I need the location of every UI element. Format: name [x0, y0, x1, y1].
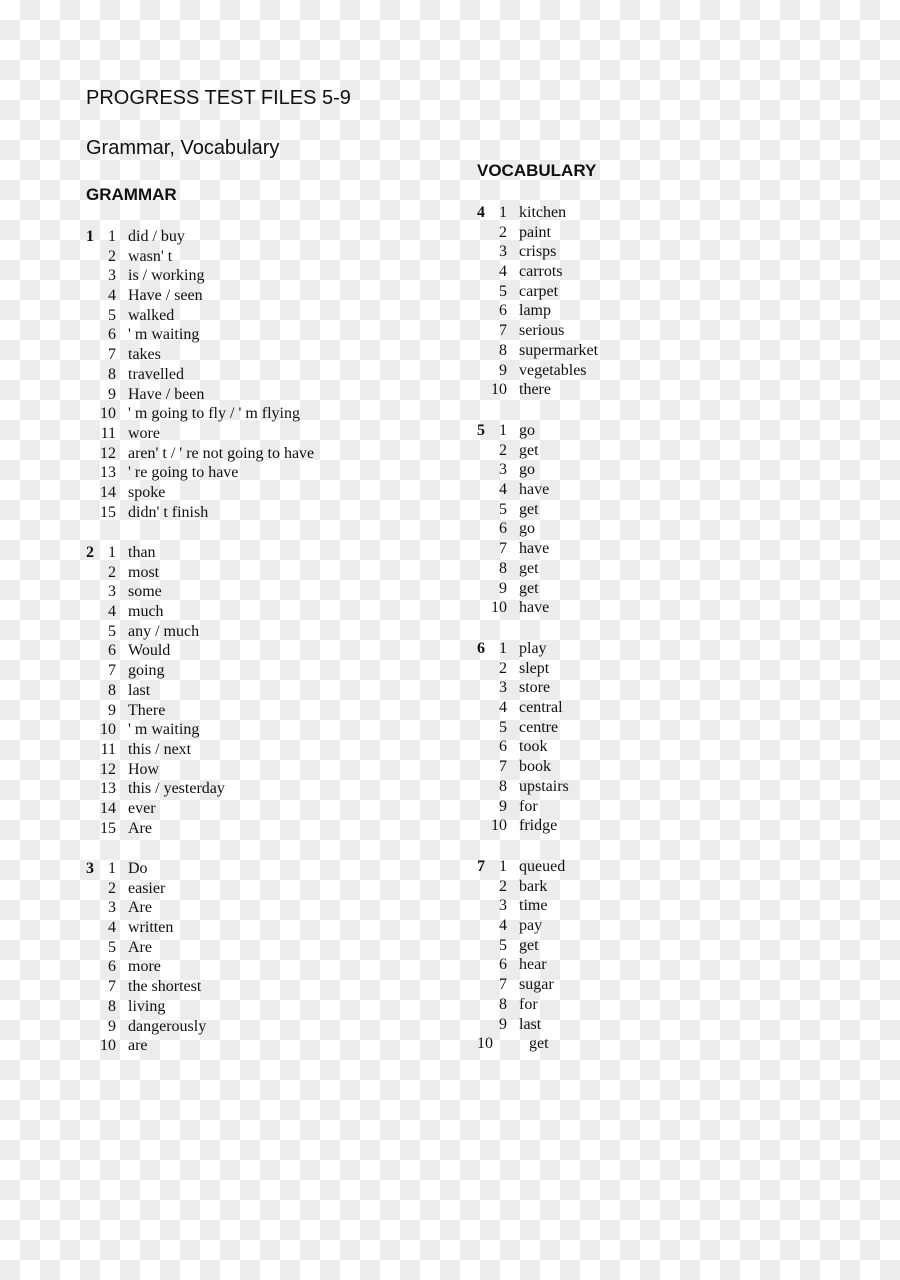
exercise-number: 6: [477, 640, 485, 657]
item-number: 9: [108, 385, 116, 403]
item-number: 10: [491, 599, 507, 617]
item-number: 4: [108, 603, 116, 621]
answer-text: upstairs: [519, 777, 569, 795]
answer-row: [86, 325, 386, 345]
answer-row: [477, 1034, 777, 1054]
item-number: 8: [499, 341, 507, 359]
answer-text: pay: [519, 917, 543, 935]
answer-row: [477, 598, 777, 618]
exercise-number: 4: [477, 204, 485, 221]
vocabulary-heading: VOCABULARY: [477, 161, 597, 180]
item-number: 3: [499, 461, 507, 479]
answer-row: [477, 797, 777, 817]
answer-text: ' m waiting: [128, 721, 200, 739]
item-number: 9: [499, 579, 507, 597]
answer-row: [477, 223, 777, 243]
answer-text: than: [128, 544, 156, 561]
answer-text: have: [519, 599, 550, 617]
answer-text: get: [519, 559, 539, 577]
item-number: 5: [499, 282, 507, 300]
answer-text: is / working: [128, 267, 205, 285]
answer-row: [86, 879, 386, 899]
item-number: 9: [499, 1015, 507, 1033]
answer-row: [86, 582, 386, 602]
item-number: 7: [499, 322, 507, 340]
answer-text: get: [519, 579, 539, 597]
answer-row: [477, 460, 777, 480]
page-title: PROGRESS TEST FILES 5-9: [86, 87, 351, 109]
answer-text: slept: [519, 659, 550, 677]
answer-text: vegetables: [519, 361, 587, 379]
item-number: 8: [108, 681, 116, 699]
answer-text: travelled: [128, 365, 184, 383]
answer-row: [86, 247, 386, 267]
item-number: 7: [108, 662, 116, 680]
item-number: 5: [108, 622, 116, 640]
item-number: 13: [100, 780, 116, 798]
answer-text: ' re going to have: [128, 464, 239, 482]
answer-text: Have / been: [128, 385, 205, 403]
answer-row: [86, 266, 386, 286]
answer-text: this / next: [128, 740, 192, 758]
item-number: 2: [108, 563, 116, 581]
answer-text: walked: [128, 306, 175, 324]
answer-row: [86, 483, 386, 503]
answer-text: Would: [128, 642, 171, 660]
answer-row: [477, 579, 777, 599]
answer-row: [477, 421, 777, 441]
item-number: 8: [108, 997, 116, 1015]
answer-text: for: [519, 797, 538, 815]
item-number: 6: [499, 520, 507, 538]
answer-text: spoke: [128, 483, 166, 501]
item-number: 6: [108, 326, 116, 344]
answer-row: [86, 819, 386, 839]
item-number: 9: [108, 701, 116, 719]
item-number: 10: [477, 1035, 493, 1053]
answer-row: [86, 938, 386, 958]
answer-text: carrots: [519, 263, 563, 281]
grammar-exercise-2: [86, 543, 386, 838]
answer-row: [86, 997, 386, 1017]
vocabulary-exercise-4: [477, 203, 777, 400]
item-number: 3: [499, 679, 507, 697]
answer-text: bark: [519, 877, 548, 895]
answer-text: carpet: [519, 282, 559, 300]
item-number: 6: [499, 302, 507, 320]
item-number: 2: [108, 879, 116, 897]
answer-text: queued: [519, 858, 566, 875]
answer-text: supermarket: [519, 341, 599, 359]
answer-text: hear: [519, 956, 547, 974]
page-subtitle: Grammar, Vocabulary: [86, 137, 280, 159]
answer-row: [477, 559, 777, 579]
answer-row: [86, 898, 386, 918]
answer-row: [477, 678, 777, 698]
answer-text: kitchen: [519, 204, 567, 221]
answer-row: [86, 463, 386, 483]
answer-row: [86, 740, 386, 760]
item-number: 7: [499, 540, 507, 558]
item-number: 9: [499, 797, 507, 815]
answer-text: store: [519, 679, 551, 697]
item-number: 14: [100, 483, 116, 501]
item-number: 13: [100, 464, 116, 482]
answer-row: [477, 639, 777, 659]
answer-row: [477, 539, 777, 559]
answer-text: the shortest: [128, 978, 202, 996]
answer-text: How: [128, 760, 160, 778]
exercise-number: 3: [86, 860, 94, 877]
answer-row: [477, 441, 777, 461]
answer-row: [86, 681, 386, 701]
item-number: 3: [499, 897, 507, 915]
item-number: 10: [491, 817, 507, 835]
item-number: 1: [499, 640, 507, 657]
item-number: 15: [100, 819, 116, 837]
answer-row: [477, 242, 777, 262]
answer-row: [86, 957, 386, 977]
answer-text: ' m going to fly / ' m flying: [128, 405, 300, 423]
answer-row: [86, 918, 386, 938]
answer-text: get: [519, 936, 539, 954]
item-number: 2: [499, 877, 507, 895]
answer-text: any / much: [128, 622, 200, 640]
answer-row: [86, 286, 386, 306]
answer-row: [477, 380, 777, 400]
answer-row: [477, 282, 777, 302]
item-number: 4: [108, 919, 116, 937]
answer-row: [477, 698, 777, 718]
answer-row: [86, 385, 386, 405]
answer-row: [86, 641, 386, 661]
vocabulary-exercise-5: [477, 421, 777, 618]
item-number: 10: [100, 721, 116, 739]
answer-text: ' m waiting: [128, 326, 200, 344]
answer-row: [477, 916, 777, 936]
item-number: 3: [108, 583, 116, 601]
item-number: 1: [499, 204, 507, 221]
answer-text: centre: [519, 718, 559, 736]
answer-text: wasn' t: [128, 247, 173, 265]
answer-row: [477, 718, 777, 738]
item-number: 5: [108, 938, 116, 956]
answer-text: dangerously: [128, 1017, 207, 1035]
answer-row: [86, 622, 386, 642]
answer-text: crisps: [519, 243, 557, 261]
answer-row: [477, 519, 777, 539]
item-number: 5: [108, 306, 116, 324]
answer-text: There: [128, 701, 166, 719]
answer-text: easier: [128, 879, 166, 897]
vocabulary-exercise-6: [477, 639, 777, 836]
item-number: 7: [499, 758, 507, 776]
item-number: 12: [100, 760, 116, 778]
answer-row: [86, 720, 386, 740]
answer-row: [86, 306, 386, 326]
item-number: 7: [499, 976, 507, 994]
answer-row: [86, 543, 386, 563]
item-number: 10: [100, 1037, 116, 1055]
answer-row: [86, 1036, 386, 1056]
item-number: 7: [108, 978, 116, 996]
answer-row: [86, 779, 386, 799]
item-number: 4: [499, 917, 507, 935]
item-number: 6: [108, 958, 116, 976]
answer-row: [477, 955, 777, 975]
answer-row: [86, 661, 386, 681]
answer-text: going: [128, 662, 165, 680]
answer-row: [477, 816, 777, 836]
answer-text: most: [128, 563, 160, 581]
item-number: 3: [108, 267, 116, 285]
answer-text: play: [519, 640, 547, 657]
answer-text: get: [519, 441, 539, 459]
answer-row: [86, 977, 386, 997]
answer-row: [86, 345, 386, 365]
answer-row: [477, 857, 777, 877]
answer-text: much: [128, 603, 164, 621]
answer-row: [86, 444, 386, 464]
item-number: 11: [100, 740, 116, 758]
item-number: 5: [499, 936, 507, 954]
item-number: 8: [499, 777, 507, 795]
answer-row: [86, 503, 386, 523]
answer-text: wore: [128, 424, 160, 442]
answer-row: [86, 701, 386, 721]
item-number: 1: [108, 860, 116, 877]
answer-text: time: [519, 897, 548, 915]
answer-text: book: [519, 758, 551, 776]
item-number: 10: [100, 405, 116, 423]
grammar-exercise-3: [86, 859, 386, 1056]
answer-row: [86, 1017, 386, 1037]
answer-text: some: [128, 583, 162, 601]
item-number: 6: [108, 642, 116, 660]
item-number: 6: [499, 956, 507, 974]
answer-text: Are: [128, 819, 152, 837]
answer-text: written: [128, 919, 174, 937]
answer-row: [86, 760, 386, 780]
item-number: 15: [100, 503, 116, 521]
answer-row: [86, 365, 386, 385]
item-number: 3: [499, 243, 507, 261]
item-number: 1: [108, 228, 116, 245]
answer-text: have: [519, 540, 550, 558]
answer-text: Have / seen: [128, 287, 203, 305]
answer-row: [477, 757, 777, 777]
answer-row: [86, 799, 386, 819]
answer-row: [86, 424, 386, 444]
item-number: 9: [108, 1017, 116, 1035]
answer-row: [477, 480, 777, 500]
answer-text: fridge: [519, 817, 558, 835]
answer-text: paint: [519, 223, 551, 241]
answer-row: [477, 995, 777, 1015]
answer-row: [477, 777, 777, 797]
answer-row: [477, 659, 777, 679]
item-number: 4: [499, 481, 507, 499]
answer-text: more: [128, 958, 161, 976]
item-number: 8: [108, 365, 116, 383]
answer-row: [477, 321, 777, 341]
answer-text: go: [519, 422, 535, 439]
grammar-exercise-1: [86, 227, 386, 522]
item-number: 10: [491, 381, 507, 399]
answer-text: Are: [128, 938, 152, 956]
item-number: 4: [108, 287, 116, 305]
item-number: 1: [499, 422, 507, 439]
item-number: 7: [108, 346, 116, 364]
answer-text: Are: [128, 899, 152, 917]
item-number: 1: [499, 858, 507, 875]
exercise-number: 2: [86, 544, 94, 561]
item-number: 2: [499, 441, 507, 459]
answer-row: [477, 1015, 777, 1035]
answer-row: [86, 227, 386, 247]
answer-text: there: [519, 381, 551, 399]
answer-row: [477, 361, 777, 381]
answer-text: Do: [128, 860, 148, 877]
answer-row: [477, 262, 777, 282]
answer-text: last: [519, 1015, 542, 1033]
exercise-number: 1: [86, 228, 94, 245]
item-number: 2: [108, 247, 116, 265]
grammar-heading: GRAMMAR: [86, 185, 177, 204]
item-number: 5: [499, 500, 507, 518]
vocabulary-exercise-7: [477, 857, 777, 1054]
exercise-number: 7: [477, 858, 485, 875]
item-number: 3: [108, 899, 116, 917]
item-number: 6: [499, 738, 507, 756]
answer-text: this / yesterday: [128, 780, 225, 798]
answer-row: [86, 602, 386, 622]
exercise-number: 5: [477, 422, 485, 439]
item-number: 9: [499, 361, 507, 379]
answer-row: [477, 203, 777, 223]
answer-text: have: [519, 481, 550, 499]
item-number: 2: [499, 223, 507, 241]
answer-text: go: [519, 461, 535, 479]
answer-text: aren' t / ' re not going to have: [128, 444, 315, 462]
item-number: 11: [100, 424, 116, 442]
item-number: 14: [100, 799, 116, 817]
answer-text: are: [128, 1037, 148, 1055]
answer-row: [86, 404, 386, 424]
answer-text: get: [529, 1035, 549, 1053]
answer-text: lamp: [519, 302, 551, 320]
answer-row: [477, 877, 777, 897]
answer-row: [477, 301, 777, 321]
answer-text: serious: [519, 322, 565, 340]
answer-text: ever: [128, 799, 156, 817]
answer-text: took: [519, 738, 548, 756]
answer-row: [86, 859, 386, 879]
item-number: 8: [499, 995, 507, 1013]
answer-row: [477, 975, 777, 995]
answer-text: go: [519, 520, 535, 538]
item-number: 4: [499, 263, 507, 281]
answer-text: sugar: [519, 976, 554, 994]
answer-row: [477, 936, 777, 956]
answer-row: [477, 341, 777, 361]
answer-text: last: [128, 681, 151, 699]
item-number: 1: [108, 544, 116, 561]
item-number: 5: [499, 718, 507, 736]
item-number: 4: [499, 699, 507, 717]
answer-row: [477, 500, 777, 520]
answer-row: [86, 563, 386, 583]
answer-text: did / buy: [128, 228, 185, 245]
answer-row: [477, 896, 777, 916]
item-number: 12: [100, 444, 116, 462]
answer-text: didn' t finish: [128, 503, 209, 521]
answer-row: [477, 737, 777, 757]
answer-text: takes: [128, 346, 161, 364]
item-number: 8: [499, 559, 507, 577]
item-number: 2: [499, 659, 507, 677]
answer-text: central: [519, 699, 563, 717]
answer-text: for: [519, 995, 538, 1013]
answer-text: living: [128, 997, 166, 1015]
answer-text: get: [519, 500, 539, 518]
